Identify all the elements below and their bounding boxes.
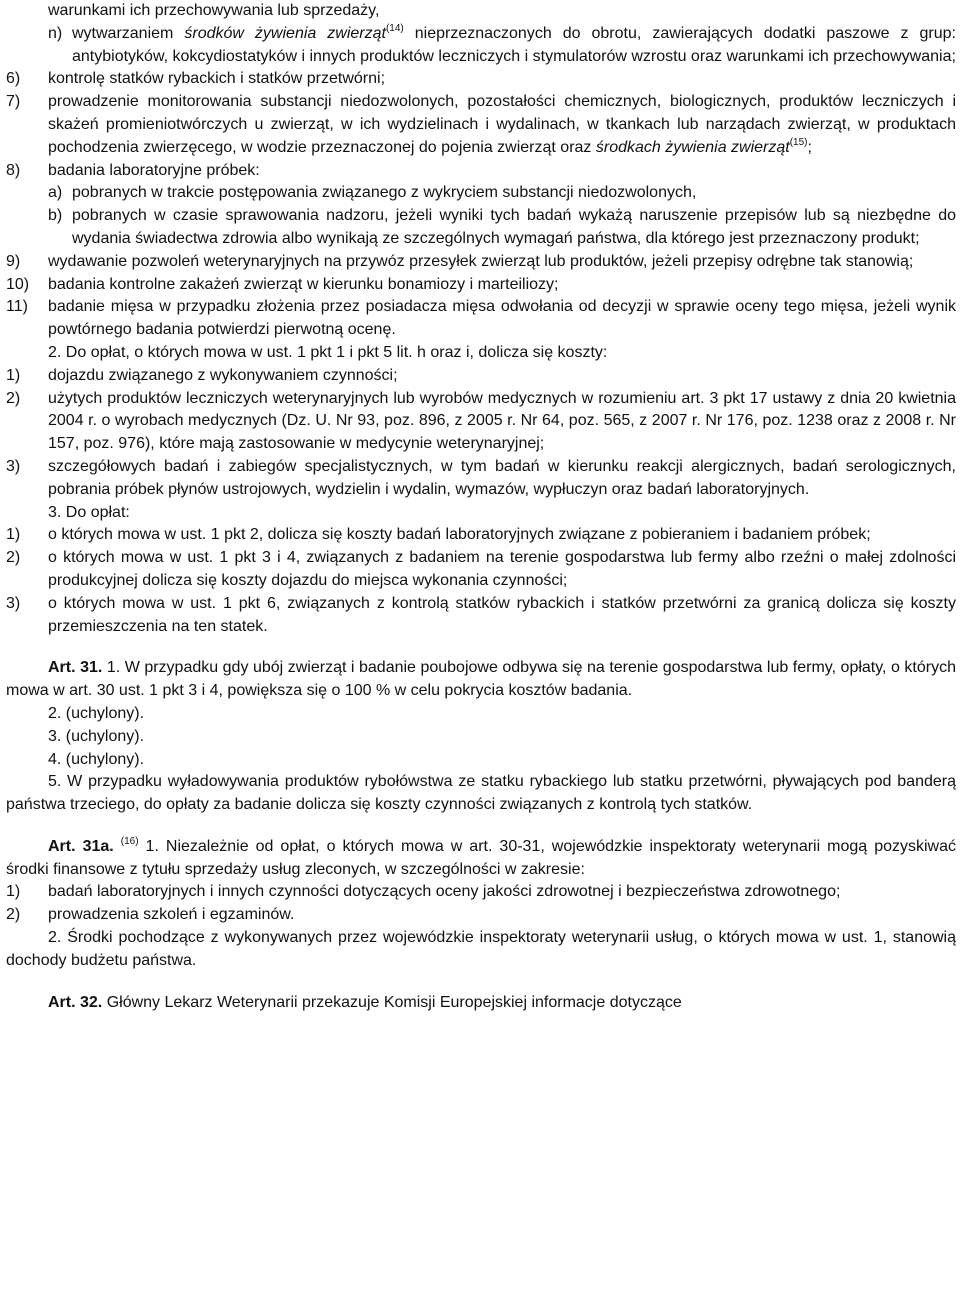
document-page xyxy=(6,0,956,1014)
list-item-ust2-3 xyxy=(6,456,956,502)
text-run: prowadzenie monitorowania substancji niedozwolonych, pozostałości chemicznych, biologicznych, produktów leczniczych i skażeń promieniotwórczych u zwierząt, w ich wydzielinach i wydalinach, w tkankach lub narządach zwierząt, w produktach pochodzenia zwierzęcego, w wodzie przeznaczonej do pojenia zwierząt oraz xyxy=(48,93,956,156)
paragraph-ust-2 xyxy=(6,342,956,365)
item-text: dojazdu związanego z wykonywaniem czynności; xyxy=(48,366,398,384)
paragraph-text: 1. Niezależnie od opłat, o których mowa w art. 30-31, wojewódzkie inspektoraty weterynarii mogą pozyskiwać środki finansowe z tytułu sprzedaży usług zleconych, w szczególności w zakresie: xyxy=(6,837,957,878)
item-number: 10) xyxy=(6,275,30,293)
list-item-8b xyxy=(6,205,956,251)
item-text: szczegółowych badań i zabiegów specjalistycznych, w tym badań w kierunku reakcji alergicznych, badań serologicznych, pobrania próbek płynów ustrojowych, wydzielin i wydalin, wymazów, wypłuczyn oraz badań laboratoryjnych. xyxy=(48,457,956,498)
list-item-ust2-1 xyxy=(6,365,956,388)
item-number: 1) xyxy=(6,526,21,544)
item-number: 2) xyxy=(6,389,21,407)
paragraph-text: Główny Lekarz Weterynarii przekazuje Komisji Europejskiej informacje dotyczące xyxy=(102,993,682,1011)
item-text: prowadzenia szkoleń i egzaminów. xyxy=(48,906,295,924)
italic-term: środków żywienia zwierząt xyxy=(184,24,386,42)
item-number: 2) xyxy=(6,906,21,924)
paragraph-text: 2. Środki pochodzące z wykonywanych przez wojewódzkie inspektoraty weterynarii usług, o których mowa w ust. 1, stanowią dochody budżetu państwa. xyxy=(6,929,956,969)
item-text: kontrolę statków rybackich i statków przetwórni; xyxy=(48,70,386,88)
article-31a xyxy=(6,836,956,882)
article-31-ust-5 xyxy=(6,771,956,817)
article-31-ust-4 xyxy=(6,749,956,772)
list-item-8a xyxy=(6,182,956,205)
list-item-ust3-2 xyxy=(6,547,956,593)
article-31-ust-2 xyxy=(6,703,956,726)
list-item-n xyxy=(6,23,956,69)
item-text: o których mowa w ust. 1 pkt 2, dolicza się koszty badań laboratoryjnych związane z pobieraniem i badaniem próbek; xyxy=(48,526,871,544)
list-item-31a-2 xyxy=(6,904,956,927)
paragraph-text: 2. Do opłat, o których mowa w ust. 1 pkt 1 i pkt 5 lit. h oraz i, dolicza się koszty: xyxy=(48,343,608,361)
spacer xyxy=(6,638,956,657)
list-item-7 xyxy=(6,91,956,159)
list-item-8 xyxy=(6,160,956,183)
footnote-ref: (15) xyxy=(789,136,808,148)
item-text: badań laboratoryjnych i innych czynności dotyczących oceny jakości zdrowotnej i bezpieczeństwa zdrowotnego; xyxy=(48,883,841,901)
item-marker: b) xyxy=(48,207,63,225)
article-31a-ust-2 xyxy=(6,927,956,973)
paragraph-text: 3. Do opłat: xyxy=(48,503,130,521)
footnote-ref: (14) xyxy=(385,22,404,34)
item-marker: n) xyxy=(48,24,63,42)
article-31-ust-3 xyxy=(6,726,956,749)
item-text: badania laboratoryjne próbek: xyxy=(48,161,260,179)
text-run: wytwarzaniem xyxy=(72,24,185,42)
list-item-11 xyxy=(6,296,956,342)
item-number: 6) xyxy=(6,70,21,88)
article-heading: Art. 32. xyxy=(48,993,103,1011)
item-number: 1) xyxy=(6,883,21,901)
list-item-9 xyxy=(6,251,956,274)
list-item-ust3-3 xyxy=(6,593,956,639)
item-text: użytych produktów leczniczych weterynaryjnych lub wyrobów medycznych w rozumieniu art. 3 pkt 17 ustawy z dnia 20 kwietnia 2004 r. o wyrobach medycznych (Dz. U. Nr 93, poz. 896, z 2005 r. Nr 64, poz. 565, z 2007 r. Nr 176, poz. 1238 oraz z 2008 r. Nr 157, poz. 976), które mają zastosowanie w medycynie weterynaryjnej; xyxy=(48,389,956,453)
text-line: warunkami ich przechowywania lub sprzedaży, xyxy=(48,2,380,19)
item-text: o których mowa w ust. 1 pkt 3 i 4, związanych z badaniem na terenie gospodarstwa lub fermy albo rzeźni o małej zdolności produkcyjnej dolicza się koszty dojazdu do miejsca wykonania czynności; xyxy=(48,549,956,589)
paragraph-text: 5. W przypadku wyładowywania produktów rybołówstwa ze statku rybackiego lub statku przetwórni, pływających pod banderą państwa trzeciego, do opłaty za badanie dolicza się koszty czynności związanych z kontrolą tych statków. xyxy=(6,773,956,814)
article-heading: Art. 31. xyxy=(48,659,103,677)
paragraph-text: 3. (uchylony). xyxy=(48,727,145,745)
article-31 xyxy=(6,657,956,703)
footnote-ref: (16) xyxy=(120,835,139,847)
article-32 xyxy=(6,992,956,1015)
item-number: 3) xyxy=(6,457,21,475)
item-number: 8) xyxy=(6,161,21,179)
item-number: 7) xyxy=(6,93,21,111)
item-text: o których mowa w ust. 1 pkt 6, związanych z kontrolą statków rybackich i statków przetwórni za granicą dolicza się koszty przemieszczenia na ten statek. xyxy=(48,594,956,635)
spacer xyxy=(6,973,956,992)
article-heading: Art. 31a. xyxy=(48,837,114,855)
list-item-10 xyxy=(6,274,956,297)
paragraph-text: 2. (uchylony). xyxy=(48,704,145,722)
list-item-31a-1 xyxy=(6,881,956,904)
item-text: pobranych w trakcie postępowania związanego z wykryciem substancji niedozwolonych, xyxy=(72,184,697,202)
paragraph-text: 4. (uchylony). xyxy=(48,750,145,768)
item-number: 9) xyxy=(6,252,21,270)
item-number: 11) xyxy=(6,298,28,316)
item-marker: a) xyxy=(48,184,63,202)
spacer xyxy=(6,817,956,836)
italic-term: środkach żywienia zwierząt xyxy=(595,138,790,156)
item-text: pobranych w czasie sprawowania nadzoru, jeżeli wyniki tych badań wykażą naruszenie przepisów lub są niezbędne do wydania świadectwa zdrowia albo wynikają ze szczególnych wymagań państwa, dla którego jest przeznaczony produkt; xyxy=(72,207,956,247)
list-item-ust2-2 xyxy=(6,388,956,456)
text-run: nieprzeznaczonych do obrotu, zawierających dodatki paszowe z grup: antybiotyków, kokcydiostatyków i innych produktów leczniczych i stymulatorów wzrostu oraz warunkami ich przechowywania; xyxy=(72,24,956,65)
item-text: wydawanie pozwoleń weterynaryjnych na przywóz przesyłek zwierząt lub produktów, jeżeli przepisy odrębne tak stanowią; xyxy=(48,252,914,270)
item-text: badanie mięsa w przypadku złożenia przez posiadacza mięsa odwołania od decyzji w sprawie oceny tego mięsa, jeżeli wynik powtórnego badania potwierdzi pierwotną ocenę. xyxy=(48,298,956,339)
list-item-6 xyxy=(6,68,956,91)
paragraph-ust-3 xyxy=(6,502,956,525)
paragraph-text: 1. W przypadku gdy ubój zwierząt i badanie poubojowe odbywa się na terenie gospodarstwa lub fermy, opłaty, o których mowa w art. 30 ust. 1 pkt 3 i 4, powiększa się o 100 % w celu pokrycia kosztów badania. xyxy=(6,659,956,700)
text-run: ; xyxy=(807,138,812,156)
continuation-line xyxy=(6,0,956,23)
item-number: 3) xyxy=(6,594,21,612)
list-item-ust3-1 xyxy=(6,524,956,547)
item-number: 2) xyxy=(6,549,21,567)
item-number: 1) xyxy=(6,366,21,384)
item-text: badania kontrolne zakażeń zwierząt w kierunku bonamiozy i marteiliozy; xyxy=(48,275,559,293)
